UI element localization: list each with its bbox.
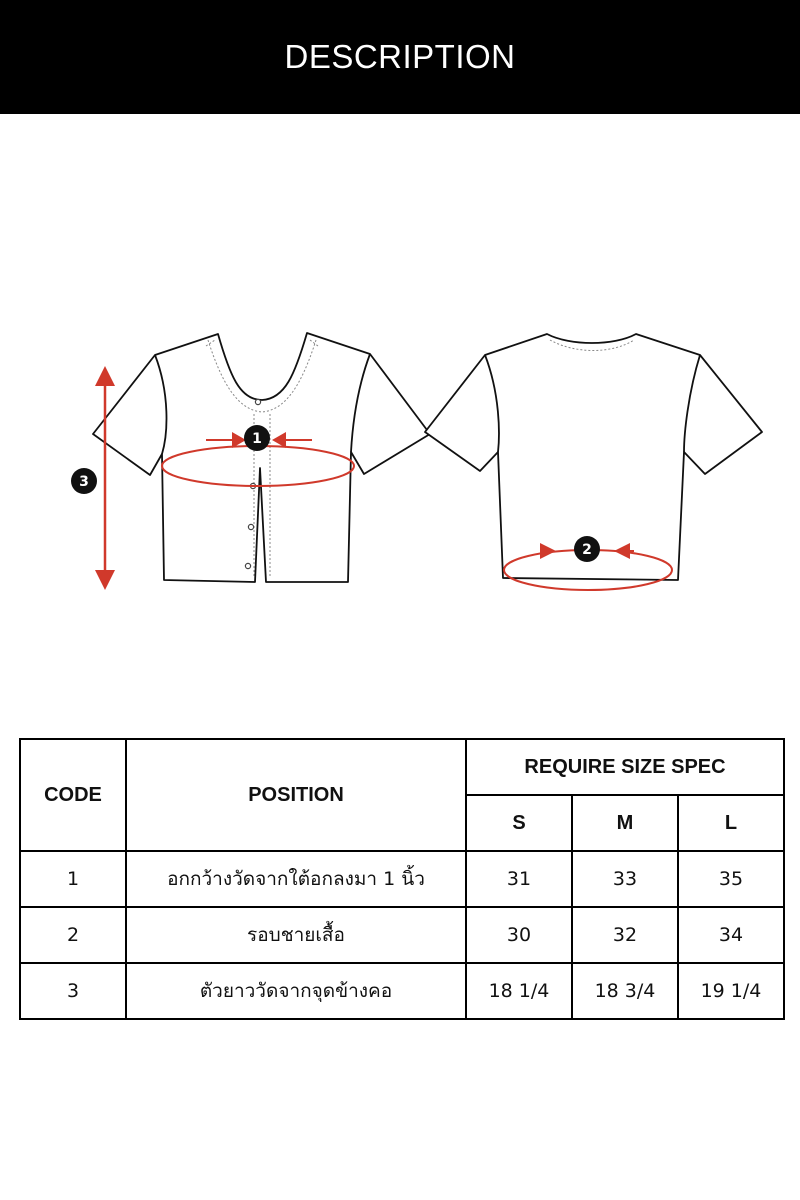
table-row bbox=[20, 963, 784, 1019]
row-value-s: 30 bbox=[466, 907, 572, 963]
row-value-m: 33 bbox=[572, 851, 678, 907]
front-shirt-outline bbox=[93, 333, 430, 582]
page-header bbox=[0, 0, 800, 114]
header-position: POSITION bbox=[126, 739, 466, 851]
marker-3-label: 3 bbox=[79, 474, 89, 490]
garment-diagram bbox=[0, 114, 800, 714]
length-measurement bbox=[71, 366, 115, 590]
header-code: CODE bbox=[20, 739, 126, 851]
header-size-l: L bbox=[678, 795, 784, 851]
row-value-l: 34 bbox=[678, 907, 784, 963]
table-header-row bbox=[20, 739, 784, 795]
page-title: DESCRIPTION bbox=[284, 38, 516, 75]
row-value-m: 18 3/4 bbox=[572, 963, 678, 1019]
row-code: 1 bbox=[20, 851, 126, 907]
size-spec-table bbox=[19, 738, 785, 1020]
row-value-s: 31 bbox=[466, 851, 572, 907]
row-value-l: 19 1/4 bbox=[678, 963, 784, 1019]
row-code: 2 bbox=[20, 907, 126, 963]
row-code: 3 bbox=[20, 963, 126, 1019]
row-value-s: 18 1/4 bbox=[466, 963, 572, 1019]
header-size-m: M bbox=[572, 795, 678, 851]
table-row bbox=[20, 907, 784, 963]
marker-1-label: 1 bbox=[252, 431, 262, 447]
row-value-m: 32 bbox=[572, 907, 678, 963]
garment-diagram-svg bbox=[0, 114, 800, 714]
header-require-size-spec: REQUIRE SIZE SPEC bbox=[466, 739, 784, 795]
row-value-l: 35 bbox=[678, 851, 784, 907]
row-position: ตัวยาววัดจากจุดข้างคอ bbox=[126, 963, 466, 1019]
row-position: รอบชายเสื้อ bbox=[126, 907, 466, 963]
marker-2-label: 2 bbox=[582, 542, 592, 558]
table-row bbox=[20, 851, 784, 907]
header-size-s: S bbox=[466, 795, 572, 851]
row-position: อกกว้างวัดจากใต้อกลงมา 1 นิ้ว bbox=[126, 851, 466, 907]
